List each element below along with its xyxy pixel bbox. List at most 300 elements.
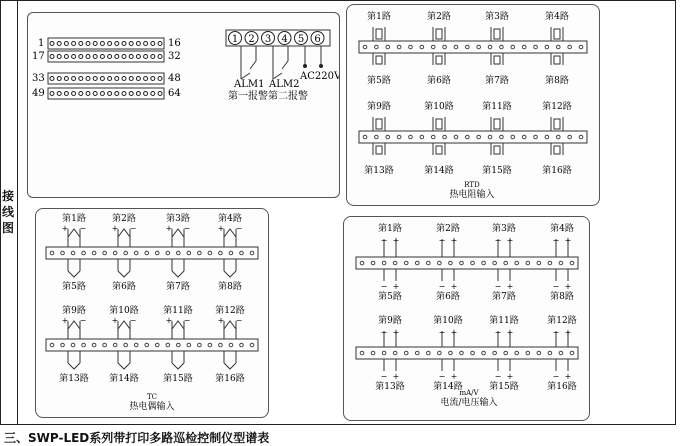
minus-sign: − — [552, 236, 560, 245]
terminal-hole — [454, 45, 458, 49]
connector-pin — [100, 55, 104, 59]
connector-pin — [136, 55, 140, 59]
terminal-hole — [250, 251, 254, 255]
connector-row — [48, 38, 164, 49]
connector-pin — [158, 55, 162, 59]
thermocouple-symbol — [172, 363, 184, 369]
connector-pin — [122, 42, 126, 46]
terminal-number: 2 — [248, 34, 255, 45]
terminal-hole — [240, 251, 244, 255]
channel-label: 第15路 — [489, 382, 519, 392]
connector-pin — [144, 55, 148, 59]
connector-pin — [108, 55, 112, 59]
channel-label: 第6路 — [112, 282, 136, 292]
terminal-hole — [443, 45, 447, 49]
minus-sign: − — [438, 372, 446, 381]
connector-pin — [136, 92, 140, 96]
terminal-hole — [515, 261, 519, 265]
terminal-hole — [229, 343, 233, 347]
connector-pin — [108, 42, 112, 46]
terminal-hole — [534, 135, 538, 139]
thermocouple-symbol — [224, 363, 236, 369]
terminal-hole — [208, 343, 212, 347]
rtd-svg — [347, 5, 599, 205]
terminal-hole — [177, 251, 181, 255]
channel-label: 第11路 — [482, 102, 512, 112]
channel-label: 第14路 — [424, 166, 454, 176]
channel-label: 第14路 — [433, 382, 463, 392]
connector-pin — [72, 77, 76, 81]
plus-sign: + — [506, 282, 514, 291]
channel-label: 第8路 — [545, 76, 569, 86]
minus-sign: − — [494, 236, 502, 245]
connector-pin — [108, 77, 112, 81]
channel-label: 第7路 — [166, 282, 190, 292]
connector-pin — [50, 92, 54, 96]
row-label-64: 64 — [168, 88, 181, 99]
terminal-hole — [471, 351, 475, 355]
minus-sign: − — [183, 224, 191, 233]
terminal-hole — [537, 351, 541, 355]
connector-pin — [151, 55, 155, 59]
connector-pin — [50, 42, 54, 46]
terminal-hole — [393, 351, 397, 355]
connector-pin — [57, 77, 61, 81]
terminal-hole — [82, 251, 86, 255]
terminal-hole — [466, 135, 470, 139]
terminal-hole — [363, 45, 367, 49]
terminal-hole — [443, 135, 447, 139]
connector-pin — [93, 92, 97, 96]
minus-sign: − — [552, 282, 560, 291]
channel-label: 第9路 — [62, 306, 86, 316]
terminal-hole — [415, 351, 419, 355]
row-label-1: 1 — [38, 38, 45, 49]
connector-pin — [64, 77, 68, 81]
channel-label: 第1路 — [378, 224, 402, 234]
resistor-symbol — [494, 56, 500, 64]
terminal-hole — [219, 343, 223, 347]
minus-sign: − — [183, 316, 191, 325]
connector-pin — [115, 55, 119, 59]
connector-panel — [27, 12, 340, 198]
plus-sign: + — [392, 236, 400, 245]
terminal-hole — [371, 351, 375, 355]
connector-pin — [72, 55, 76, 59]
terminal-hole — [568, 45, 572, 49]
connector-pin — [129, 92, 133, 96]
terminal-hole — [482, 351, 486, 355]
resistor-symbol — [436, 29, 442, 39]
resistor-symbol — [376, 56, 382, 64]
terminal-hole — [50, 343, 54, 347]
plus-sign: + — [564, 328, 572, 337]
terminal-hole — [198, 343, 202, 347]
channel-label: 第5路 — [367, 76, 391, 86]
plus-sign: + — [165, 316, 173, 325]
connector-pin — [93, 55, 97, 59]
resistor-symbol — [554, 56, 560, 64]
terminal-hole — [61, 251, 65, 255]
terminal-hole — [71, 251, 75, 255]
terminal-hole — [382, 261, 386, 265]
thermocouple-symbol — [118, 321, 130, 329]
plus-sign: + — [564, 282, 572, 291]
side-column — [0, 0, 18, 425]
row-label-17: 17 — [32, 51, 45, 62]
alm1-label: ALM1 — [234, 79, 265, 90]
terminal-number: 6 — [314, 34, 321, 45]
terminal-hole — [113, 343, 117, 347]
connector-pin — [115, 42, 119, 46]
plus-sign: + — [61, 316, 69, 325]
connector-pin — [136, 42, 140, 46]
terminal-hole — [579, 135, 583, 139]
terminal-hole — [431, 135, 435, 139]
channel-label: 第6路 — [427, 76, 451, 86]
channel-label: 第10路 — [424, 102, 454, 112]
panel-title: mA/V — [459, 389, 479, 397]
terminal-hole — [449, 261, 453, 265]
minus-sign: − — [79, 224, 87, 233]
terminal-hole — [438, 351, 442, 355]
plus-sign: + — [450, 236, 458, 245]
plus-sign: + — [564, 236, 572, 245]
terminal-hole — [515, 351, 519, 355]
terminal-hole — [570, 351, 574, 355]
panel-subtitle: 电流/电压输入 — [440, 398, 498, 408]
channel-label: 第13路 — [59, 374, 89, 384]
channel-label: 第16路 — [215, 374, 245, 384]
channel-label: 第4路 — [218, 214, 242, 224]
panel-title: TC — [146, 393, 158, 401]
terminal-hole — [371, 261, 375, 265]
channel-label: 第16路 — [547, 382, 577, 392]
terminal-hole — [187, 251, 191, 255]
minus-sign: − — [438, 282, 446, 291]
terminal-hole — [504, 261, 508, 265]
terminal-hole — [177, 343, 181, 347]
channel-label: 第1路 — [62, 214, 86, 224]
terminal-hole — [482, 261, 486, 265]
minus-sign: − — [235, 316, 243, 325]
connector-pin — [136, 77, 140, 81]
terminal-hole — [393, 261, 397, 265]
terminal-hole — [187, 343, 191, 347]
terminal-hole — [431, 45, 435, 49]
alm2-label: ALM2 — [269, 79, 300, 90]
terminal-hole — [386, 135, 390, 139]
connector-pin — [64, 92, 68, 96]
terminal-hole — [198, 251, 202, 255]
terminal-hole — [397, 135, 401, 139]
side-char: 图 — [2, 221, 15, 235]
terminal-number: 5 — [297, 34, 305, 45]
side-label — [2, 188, 14, 236]
plus-sign: + — [506, 236, 514, 245]
channel-label: 第12路 — [547, 316, 577, 326]
panel-subtitle: 热电偶输入 — [129, 402, 175, 412]
alarm-text: 第一报警第二报警 — [228, 91, 308, 102]
plus-sign: + — [61, 224, 69, 233]
terminal-hole — [460, 261, 464, 265]
terminal-hole — [409, 45, 413, 49]
terminal-hole — [511, 45, 515, 49]
minus-sign: − — [494, 328, 502, 337]
thermocouple-symbol — [118, 229, 130, 237]
terminal-strip — [46, 339, 258, 351]
thermocouple-symbol — [224, 321, 236, 329]
minus-sign: − — [380, 372, 388, 381]
terminal-hole — [397, 45, 401, 49]
connector-pin — [86, 92, 90, 96]
connector-svg — [28, 13, 339, 197]
thermocouple-symbol — [68, 271, 80, 277]
channel-label: 第10路 — [109, 306, 139, 316]
connector-pin — [64, 55, 68, 59]
terminal-hole — [92, 343, 96, 347]
terminal-strip — [359, 41, 587, 53]
terminal-hole — [61, 343, 65, 347]
terminal-hole — [522, 135, 526, 139]
resistor-symbol — [376, 119, 382, 129]
terminal-number: 4 — [281, 34, 288, 45]
terminal-hole — [488, 45, 492, 49]
connector-pin — [144, 77, 148, 81]
plus-sign: + — [111, 316, 119, 325]
row-label-32: 32 — [168, 51, 181, 62]
ma-svg — [344, 217, 589, 420]
minus-sign: − — [380, 328, 388, 337]
connector-pin — [57, 55, 61, 59]
terminal-hole — [145, 251, 149, 255]
connector-pin — [100, 42, 104, 46]
channel-label: 第5路 — [62, 282, 86, 292]
channel-label: 第6路 — [436, 292, 460, 302]
connector-pin — [72, 92, 76, 96]
terminal-hole — [438, 261, 442, 265]
connector-pin — [129, 77, 133, 81]
caption: 三、SWP-LED系列带打印多路巡检控制仪型谱表 — [4, 431, 270, 445]
terminal-hole — [534, 45, 538, 49]
terminal-strip — [356, 257, 578, 269]
minus-sign: − — [129, 224, 137, 233]
panel-title: RTD — [464, 181, 480, 189]
channel-label: 第1路 — [367, 12, 391, 22]
minus-sign: − — [129, 316, 137, 325]
connector-pin — [100, 92, 104, 96]
connector-pin — [57, 92, 61, 96]
terminal-hole — [134, 251, 138, 255]
terminal-hole — [522, 45, 526, 49]
plus-sign: + — [217, 316, 225, 325]
plus-sign: + — [165, 224, 173, 233]
connector-pin — [158, 92, 162, 96]
resistor-symbol — [494, 29, 500, 39]
plus-sign: + — [450, 282, 458, 291]
channel-label: 第7路 — [492, 292, 516, 302]
connector-pin — [144, 92, 148, 96]
terminal-hole — [82, 343, 86, 347]
terminal-strip — [46, 247, 258, 259]
connector-pin — [122, 77, 126, 81]
connector-pin — [144, 42, 148, 46]
terminal-hole — [559, 261, 563, 265]
channel-label: 第11路 — [489, 316, 519, 326]
channel-label: 第11路 — [163, 306, 193, 316]
channel-label: 第8路 — [550, 292, 574, 302]
thermocouple-symbol — [118, 271, 130, 277]
channel-label: 第13路 — [375, 382, 405, 392]
connector-pin — [158, 77, 162, 81]
plus-sign: + — [217, 224, 225, 233]
channel-label: 第9路 — [367, 102, 391, 112]
connector-pin — [93, 42, 97, 46]
terminal-hole — [511, 135, 515, 139]
plus-sign: + — [392, 372, 400, 381]
terminal-hole — [500, 135, 504, 139]
thermocouple-symbol — [172, 271, 184, 277]
terminal-hole — [556, 45, 560, 49]
resistor-symbol — [494, 119, 500, 129]
thermocouple-symbol — [118, 363, 130, 369]
resistor-symbol — [494, 146, 500, 154]
terminal-hole — [460, 351, 464, 355]
resistor-symbol — [376, 29, 382, 39]
connector-pin — [115, 92, 119, 96]
terminal-hole — [471, 261, 475, 265]
terminal-hole — [420, 135, 424, 139]
minus-sign: − — [380, 236, 388, 245]
connector-pin — [86, 55, 90, 59]
channel-label: 第12路 — [542, 102, 572, 112]
terminal-hole — [493, 351, 497, 355]
terminal-hole — [493, 261, 497, 265]
connector-pin — [86, 42, 90, 46]
connector-pin — [108, 92, 112, 96]
channel-label: 第15路 — [482, 166, 512, 176]
connector-pin — [151, 42, 155, 46]
channel-label: 第4路 — [545, 12, 569, 22]
terminal-hole — [466, 45, 470, 49]
terminal-hole — [548, 351, 552, 355]
connector-pin — [79, 55, 83, 59]
terminal-hole — [449, 351, 453, 355]
connector-pin — [57, 42, 61, 46]
row-label-49: 49 — [32, 88, 45, 99]
connector-pin — [158, 42, 162, 46]
channel-label: 第3路 — [166, 214, 190, 224]
terminal-hole — [545, 45, 549, 49]
terminal-hole — [219, 251, 223, 255]
terminal-hole — [113, 251, 117, 255]
thermocouple-symbol — [224, 229, 236, 237]
resistor-symbol — [376, 146, 382, 154]
terminal-hole — [50, 251, 54, 255]
side-char: 线 — [2, 205, 15, 219]
terminal-hole — [415, 261, 419, 265]
thermocouple-symbol — [68, 229, 80, 237]
channel-label: 第3路 — [492, 224, 516, 234]
thermocouple-symbol — [224, 271, 236, 277]
row-label-48: 48 — [168, 73, 181, 84]
terminal-hole — [526, 261, 530, 265]
terminal-hole — [375, 135, 379, 139]
resistor-symbol — [436, 119, 442, 129]
minus-sign: − — [438, 328, 446, 337]
thermocouple-symbol — [68, 321, 80, 329]
power-label: AC220V — [300, 71, 339, 82]
terminal-strip — [359, 131, 587, 143]
ma-panel — [343, 216, 590, 421]
connector-pin — [129, 42, 133, 46]
connector-pin — [122, 55, 126, 59]
terminal-hole — [427, 261, 431, 265]
terminal-hole — [545, 135, 549, 139]
terminal-hole — [240, 343, 244, 347]
side-char: 接 — [2, 189, 15, 203]
plus-sign: + — [564, 372, 572, 381]
terminal-hole — [360, 351, 364, 355]
terminal-hole — [404, 261, 408, 265]
minus-sign: − — [438, 236, 446, 245]
channel-label: 第9路 — [378, 316, 402, 326]
connector-pin — [129, 55, 133, 59]
terminal-hole — [579, 45, 583, 49]
minus-sign: − — [552, 328, 560, 337]
connector-row — [48, 88, 164, 99]
connector-row — [48, 73, 164, 84]
connector-pin — [50, 77, 54, 81]
terminal-hole — [382, 351, 386, 355]
connector-pin — [72, 42, 76, 46]
terminal-hole — [360, 261, 364, 265]
terminal-hole — [124, 251, 128, 255]
minus-sign: − — [79, 316, 87, 325]
terminal-hole — [454, 135, 458, 139]
panel-subtitle: 热电阻输入 — [449, 190, 495, 200]
terminal-hole — [409, 135, 413, 139]
terminal-number: 3 — [264, 34, 272, 45]
plus-sign: + — [450, 328, 458, 337]
terminal-hole — [250, 343, 254, 347]
terminal-hole — [155, 251, 159, 255]
channel-label: 第4路 — [550, 224, 574, 234]
thermocouple-symbol — [172, 229, 184, 237]
terminal-hole — [537, 261, 541, 265]
terminal-hole — [124, 343, 128, 347]
plus-sign: + — [506, 328, 514, 337]
plus-sign: + — [392, 282, 400, 291]
plus-sign: + — [506, 372, 514, 381]
terminal-hole — [166, 251, 170, 255]
terminal-hole — [504, 351, 508, 355]
terminal-hole — [500, 45, 504, 49]
terminal-hole — [103, 251, 107, 255]
minus-sign: − — [380, 282, 388, 291]
connector-pin — [50, 55, 54, 59]
terminal-hole — [386, 45, 390, 49]
terminal-hole — [477, 45, 481, 49]
thermocouple-symbol — [68, 363, 80, 369]
terminal-strip — [356, 347, 578, 359]
channel-label: 第12路 — [215, 306, 245, 316]
rtd-panel — [346, 4, 600, 206]
terminal-hole — [477, 135, 481, 139]
channel-label: 第15路 — [163, 374, 193, 384]
terminal-hole — [526, 351, 530, 355]
row-label-16: 16 — [168, 38, 181, 49]
